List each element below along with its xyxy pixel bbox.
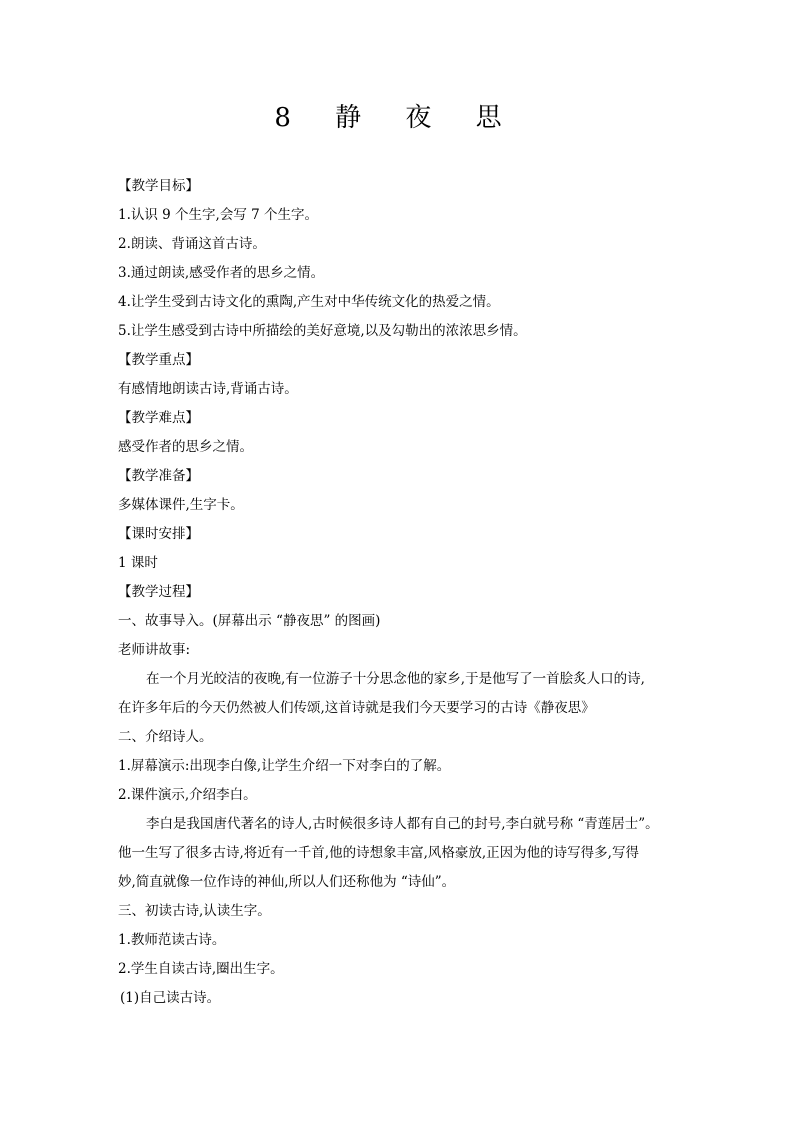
goal-item-5: 5.让学生感受到古诗中所描绘的美好意境,以及勾勒出的浓浓思乡情。 bbox=[118, 323, 527, 339]
difficulties-text: 感受作者的思乡之情。 bbox=[118, 439, 253, 455]
process-step-2-item-2: 2.课件演示,介绍李白。 bbox=[118, 787, 257, 803]
preparation-text: 多媒体课件,生字卡。 bbox=[118, 497, 244, 513]
process-step-2-heading: 二、介绍诗人。 bbox=[118, 729, 213, 745]
process-step-1-heading: 一、故事导入。(屏幕出示 “静夜思” 的图画) bbox=[118, 613, 381, 629]
poet-paragraph-line-1: 李白是我国唐代著名的诗人,古时候很多诗人都有自己的封号,李白就号称 “青莲居士”。 bbox=[146, 816, 659, 832]
section-heading-schedule: 【课时安排】 bbox=[118, 526, 199, 542]
process-step-3-item-1: 1.教师范读古诗。 bbox=[118, 932, 226, 948]
section-heading-difficulties: 【教学难点】 bbox=[118, 410, 199, 426]
section-heading-teaching-goals: 【教学目标】 bbox=[118, 178, 199, 194]
goal-item-1: 1.认识 9 个生字,会写 7 个生字。 bbox=[118, 207, 319, 223]
section-heading-key-points: 【教学重点】 bbox=[118, 352, 199, 368]
poet-paragraph-line-2: 他一生写了很多古诗,将近有一千首,他的诗想象丰富,风格豪放,正因为他的诗写得多,写得 bbox=[118, 845, 639, 861]
story-paragraph-line-2: 在许多年后的今天仍然被人们传颂,这首诗就是我们今天要学习的古诗《静夜思》 bbox=[118, 700, 595, 716]
process-step-2-item-1: 1.屏幕演示:出现李白像,让学生介绍一下对李白的了解。 bbox=[118, 758, 451, 774]
document-body bbox=[118, 172, 688, 1013]
story-paragraph-line-1: 在一个月光皎洁的夜晚,有一位游子十分思念他的家乡,于是他写了一首脍炙人口的诗, bbox=[146, 671, 645, 687]
key-points-text: 有感情地朗读古诗,背诵古诗。 bbox=[118, 381, 298, 397]
goal-item-2: 2.朗读、背诵这首古诗。 bbox=[118, 236, 266, 252]
process-step-3-subitem-1: (1)自己读古诗。 bbox=[120, 990, 221, 1006]
page-title: 8 静 夜 思 bbox=[274, 103, 520, 133]
goal-item-3: 3.通过朗读,感受作者的思乡之情。 bbox=[118, 265, 325, 281]
process-step-3-heading: 三、初读古诗,认读生字。 bbox=[118, 903, 271, 919]
section-heading-preparation: 【教学准备】 bbox=[118, 468, 199, 484]
goal-item-4: 4.让学生受到古诗文化的熏陶,产生对中华传统文化的热爱之情。 bbox=[118, 294, 500, 310]
process-step-1-label: 老师讲故事: bbox=[118, 642, 191, 658]
poet-paragraph-line-3: 妙,简直就像一位作诗的神仙,所以人们还称他为 “诗仙”。 bbox=[118, 874, 456, 890]
section-heading-process: 【教学过程】 bbox=[118, 584, 199, 600]
process-step-3-item-2: 2.学生自读古诗,圈出生字。 bbox=[118, 961, 284, 977]
schedule-text: 1 课时 bbox=[118, 555, 158, 571]
